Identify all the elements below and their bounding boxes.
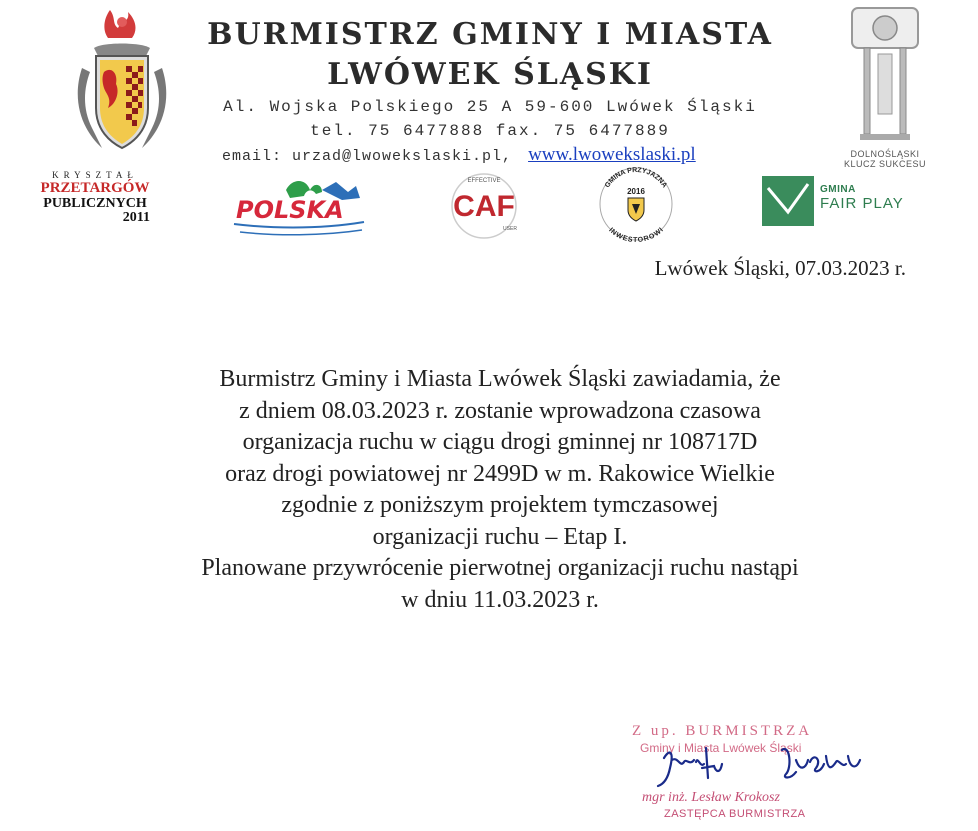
gpi-top-text: GMINA PRZYJAZNA [604,166,668,190]
announcement-body [60,364,940,616]
gpi-bottom-text: INWESTOROWI [607,226,665,244]
fair-play-small-text: GMINA [820,184,856,195]
svg-text:GMINA PRZYJAZNA [604,167,668,189]
body-line: zgodnie z poniższym projektem tymczasowej [281,492,719,518]
polska-logo [226,176,372,240]
caf-main-text: CAF [453,190,515,223]
krysztal-top-text: KRYSZTAŁ [52,170,138,180]
website-link[interactable]: www.lwowekslaski.pl [528,144,696,165]
krysztal-line2: PUBLICZNYCH [43,196,147,211]
fair-play-logo [762,176,916,226]
caf-bottom-text: USER [503,226,517,232]
body-line: organizacja ruchu w ciągu drogi gminnej nr 108717D [242,429,758,455]
polska-text: POLSKA [236,196,344,224]
krysztal-line1: PRZETARGÓW [40,180,150,196]
body-line: w dniu 11.03.2023 r. [401,586,599,613]
svg-text:INWESTOROWI [607,227,665,244]
fair-play-big-text: FAIR PLAY [820,195,904,212]
dolnoslaski-klucz-sukcesu-logo [830,4,940,174]
gpi-year: 2016 [627,187,645,196]
header-title-line2: LWÓWEK ŚLĄSKI [327,57,653,92]
caf-logo [440,170,530,240]
header-address: Al. Wojska Polskiego 25 A 59-600 Lwówek Śląski [223,98,757,116]
body-line: z dniem 08.03.2023 r. zostanie wprowadzona czasowa [239,397,761,424]
header-title-line1: BURMISTRZ GMINY I MIASTA [207,17,773,52]
body-line: oraz drogi powiatowej nr 2499D w m. Rakowice Wielkie [225,460,775,487]
stamp-line1: Z up. BURMISTRZA [632,723,813,739]
header-phone-fax: tel. 75 6477888 fax. 75 6477889 [310,122,670,140]
dolnoslaski-line1: DOLNOŚLĄSKI [850,149,920,159]
signatory-name: mgr inż. Lesław Krokosz [642,790,780,805]
header-email-line [222,144,696,166]
header-email: email: urzad@lwowekslaski.pl, [222,148,513,165]
body-line: organizacji ruchu – Etap I. [372,523,628,550]
krysztal-przetargow-logo [30,166,160,236]
caf-top-text: EFFECTIVE [467,178,501,184]
document-date: Lwówek Śląski, 07.03.2023 r. [654,256,906,280]
body-line: Planowane przywrócenie pierwotnej organizacji ruchu nastąpi [201,555,799,581]
krysztal-year: 2011 [122,210,150,225]
dolnoslaski-line2: KLUCZ SUKCESU [843,159,926,169]
signatory-role: ZASTĘPCA BURMISTRZA [664,808,806,820]
gmina-przyjazna-inwestorowi-logo [592,164,680,244]
body-line: Burmistrz Gminy i Miasta Lwówek Śląski zawiadamia, że [219,366,781,392]
stamp-line2: Gminy i Miasta Lwówek Śląski [640,741,802,755]
handwritten-signature [650,738,890,794]
